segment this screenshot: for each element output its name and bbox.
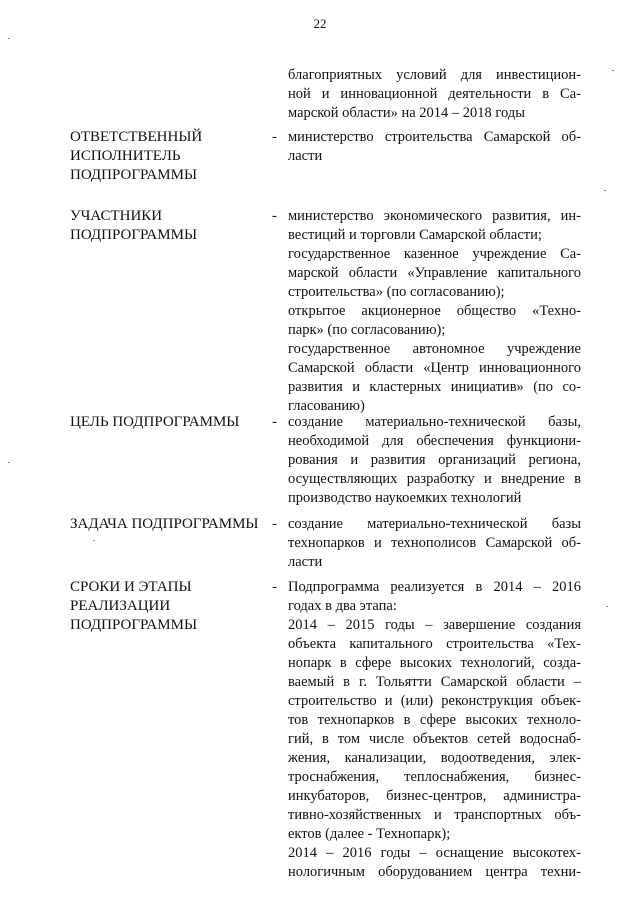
value-line: развития и кластерных инициатив» (по со- <box>288 379 581 395</box>
label-line: РЕАЛИЗАЦИИ <box>70 598 171 614</box>
value-line: технопарков и технополисов Самарской об- <box>288 535 581 551</box>
section-label <box>70 578 197 635</box>
section-dash: - <box>272 414 277 430</box>
intro-line: марской области» на 2014 – 2018 годы <box>288 105 525 121</box>
section-value <box>288 515 581 572</box>
value-line: создание материально-технической базы <box>288 516 581 532</box>
value-line: парк» (по согласованию); <box>288 322 446 338</box>
value-line: необходимой для обеспечения функциони- <box>288 433 581 449</box>
value-line: осуществляющих разработку и внедрение в <box>288 471 581 487</box>
value-line: объекта капитального строительства «Тех- <box>288 636 581 652</box>
label-line: ПОДПРОГРАММЫ <box>70 617 198 633</box>
value-line: министерство экономического развития, ин- <box>288 208 581 224</box>
value-line: строительство и (или) реконструкция объек- <box>288 693 581 709</box>
value-line: 2014 – 2016 годы – оснащение высокотех- <box>288 845 581 861</box>
label-line: ПОДПРОГРАММЫ <box>70 167 198 183</box>
label-line: ИСПОЛНИТЕЛЬ <box>70 148 181 164</box>
scan-speck <box>604 190 606 191</box>
section-dash: - <box>272 208 277 224</box>
label-line: СРОКИ И ЭТАПЫ <box>70 579 192 595</box>
section-label <box>70 207 197 245</box>
value-line: производство наукоемких технологий <box>288 490 522 506</box>
value-line: гласованию) <box>288 398 365 414</box>
value-line: 2014 – 2015 годы – завершение создания <box>288 617 581 633</box>
label-line: ЗАДАЧА ПОДПРОГРАММЫ <box>70 516 259 532</box>
value-line: тов технопарков в сфере высоких техноло- <box>288 712 581 728</box>
section-value <box>288 128 581 166</box>
section-value <box>288 578 581 882</box>
label-line: ПОДПРОГРАММЫ <box>70 227 198 243</box>
scan-speck <box>8 38 10 39</box>
value-line: троснабжения, теплоснабжения, бизнес- <box>288 769 581 785</box>
section-value <box>288 207 581 416</box>
section-dash: - <box>272 129 277 145</box>
label-line: ОТВЕТСТВЕННЫЙ <box>70 129 203 145</box>
intro-text <box>288 66 581 123</box>
value-line: жения, канализации, водоотведения, элек- <box>288 750 581 766</box>
value-line: нологичным оборудованием центра техни- <box>288 864 581 880</box>
intro-line: благоприятных условий для инвестицион- <box>288 67 581 83</box>
label-line: ЦЕЛЬ ПОДПРОГРАММЫ <box>70 414 240 430</box>
value-line: государственное автономное учреждение <box>288 341 581 357</box>
value-line: рования и развития организаций региона, <box>288 452 581 468</box>
value-line: нопарк в сфере высоких технологий, созда- <box>288 655 581 671</box>
value-line: тивно-хозяйственных и транспортных объ- <box>288 807 581 823</box>
value-line: ектов (далее - Технопарк); <box>288 826 451 842</box>
value-line: ваемый в г. Тольятти Самарской области – <box>288 674 581 690</box>
value-line: гий, в том числе объектов сетей водоснаб- <box>288 731 581 747</box>
value-line: строительства» (по согласованию); <box>288 284 505 300</box>
value-line: Самарской области «Центр инновационного <box>288 360 581 376</box>
value-line: государственное казенное учреждение Са- <box>288 246 581 262</box>
section-dash: - <box>272 579 277 595</box>
value-line: годах в два этапа: <box>288 598 397 614</box>
value-line: марской области «Управление капитального <box>288 265 581 281</box>
scan-speck <box>93 540 95 541</box>
value-line: создание материально-технической базы, <box>288 414 581 430</box>
value-line: ласти <box>288 148 323 164</box>
label-line: УЧАСТНИКИ <box>70 208 163 224</box>
section-label <box>70 413 239 432</box>
page-number: 22 <box>313 16 327 31</box>
value-line: Подпрограмма реализуется в 2014 – 2016 <box>288 579 581 595</box>
value-line: открытое акционерное общество «Техно- <box>288 303 581 319</box>
scan-speck <box>606 606 608 607</box>
section-value <box>288 413 581 508</box>
section-label <box>70 128 202 185</box>
value-line: вестиций и торговли Самарской области; <box>288 227 542 243</box>
intro-line: ной и инновационной деятельности в Са- <box>288 86 581 102</box>
section-label <box>70 515 259 534</box>
scan-speck <box>612 70 614 71</box>
section-dash: - <box>272 516 277 532</box>
value-line: министерство строительства Самарской об- <box>288 129 581 145</box>
scan-speck <box>8 462 10 463</box>
value-line: ласти <box>288 554 323 570</box>
value-line: инкубаторов, бизнес-центров, администра- <box>288 788 581 804</box>
